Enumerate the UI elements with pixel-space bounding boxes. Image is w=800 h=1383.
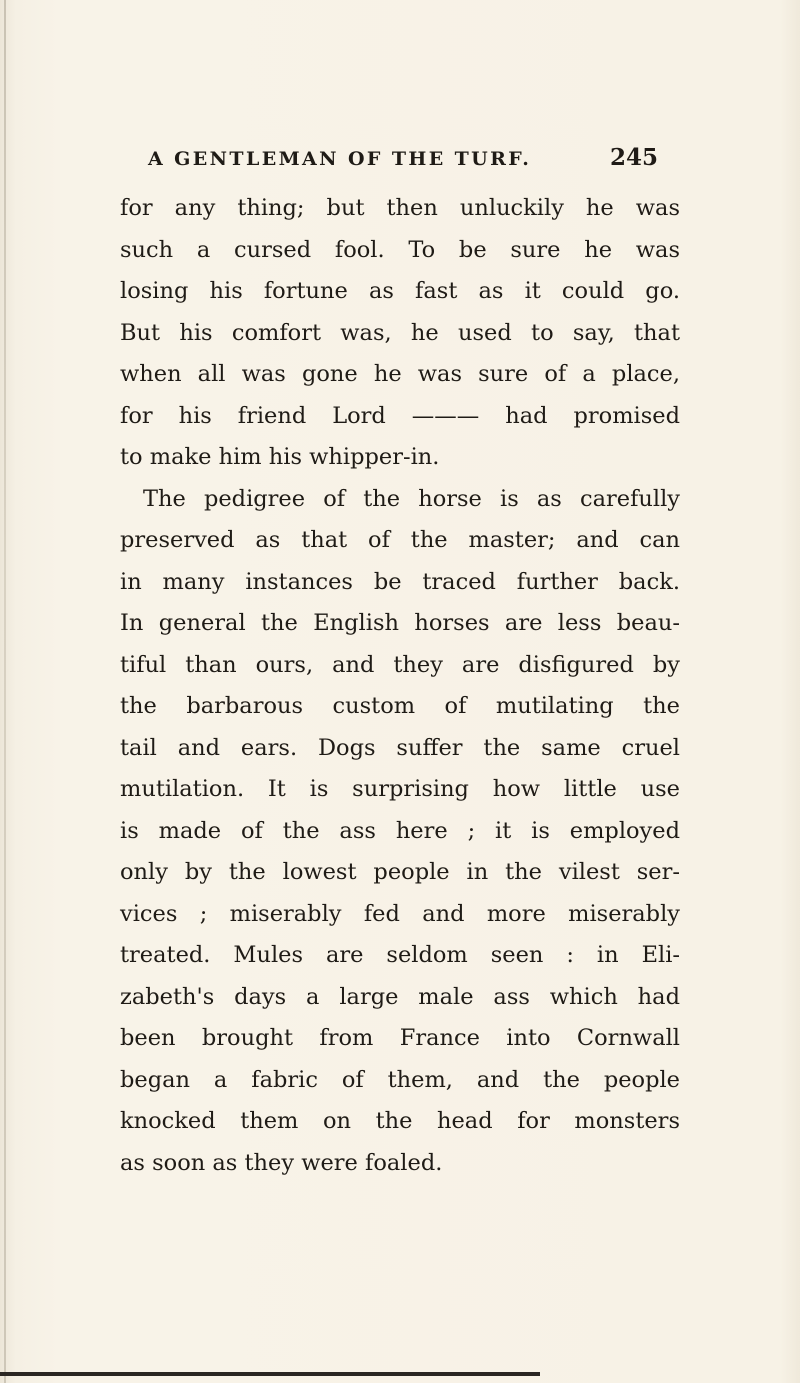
text-line: the barbarous custom of mutilating the (120, 693, 680, 719)
text-line: In general the English horses are less beau- (120, 610, 680, 636)
text-line: for his friend Lord ——— had promised (120, 402, 680, 429)
text-line: knocked them on the head for monsters (120, 1108, 680, 1134)
text-line: began a fabric of them, and the people (120, 1066, 680, 1093)
text-line: in many instances be traced further back. (120, 568, 680, 595)
text-line: mutilation. It is surprising how little use (120, 776, 680, 802)
text-line: when all was gone he was sure of a place, (120, 361, 680, 387)
page-bottom-edge-rule (0, 1372, 540, 1376)
text-line: only by the lowest people in the vilest ser- (120, 859, 680, 885)
body-text (120, 188, 680, 1184)
page-number: 245 (609, 144, 658, 171)
text-line: But his comfort was, he used to say, that (120, 319, 680, 346)
text-line: preserved as that of the master; and can (120, 527, 680, 553)
text-line: losing his fortune as fast as it could go. (120, 278, 680, 304)
page-gutter-edge (4, 0, 6, 1383)
text-line: treated. Mules are seldom seen : in Eli- (120, 942, 680, 968)
running-head (148, 144, 658, 174)
text-line: to make him his whipper-in. (120, 444, 440, 470)
text-line: tail and ears. Dogs suffer the same cruel (120, 734, 680, 761)
text-line: such a cursed fool. To be sure he was (120, 236, 680, 263)
text-line: vices ; miserably fed and more miserably (120, 900, 680, 927)
text-line: for any thing; but then unluckily he was (120, 195, 680, 221)
paragraph-start-line: The pedigree of the horse is as carefully (143, 485, 680, 512)
text-line: is made of the ass here ; it is employed (120, 817, 680, 844)
text-line: tiful than ours, and they are disfigured by (120, 651, 680, 678)
text-line: been brought from France into Cornwall (120, 1025, 680, 1051)
text-line: zabeth's days a large male ass which had (120, 983, 680, 1010)
text-line: as soon as they were foaled. (120, 1149, 443, 1176)
running-head-title: A GENTLEMAN OF THE TURF. (148, 148, 532, 170)
